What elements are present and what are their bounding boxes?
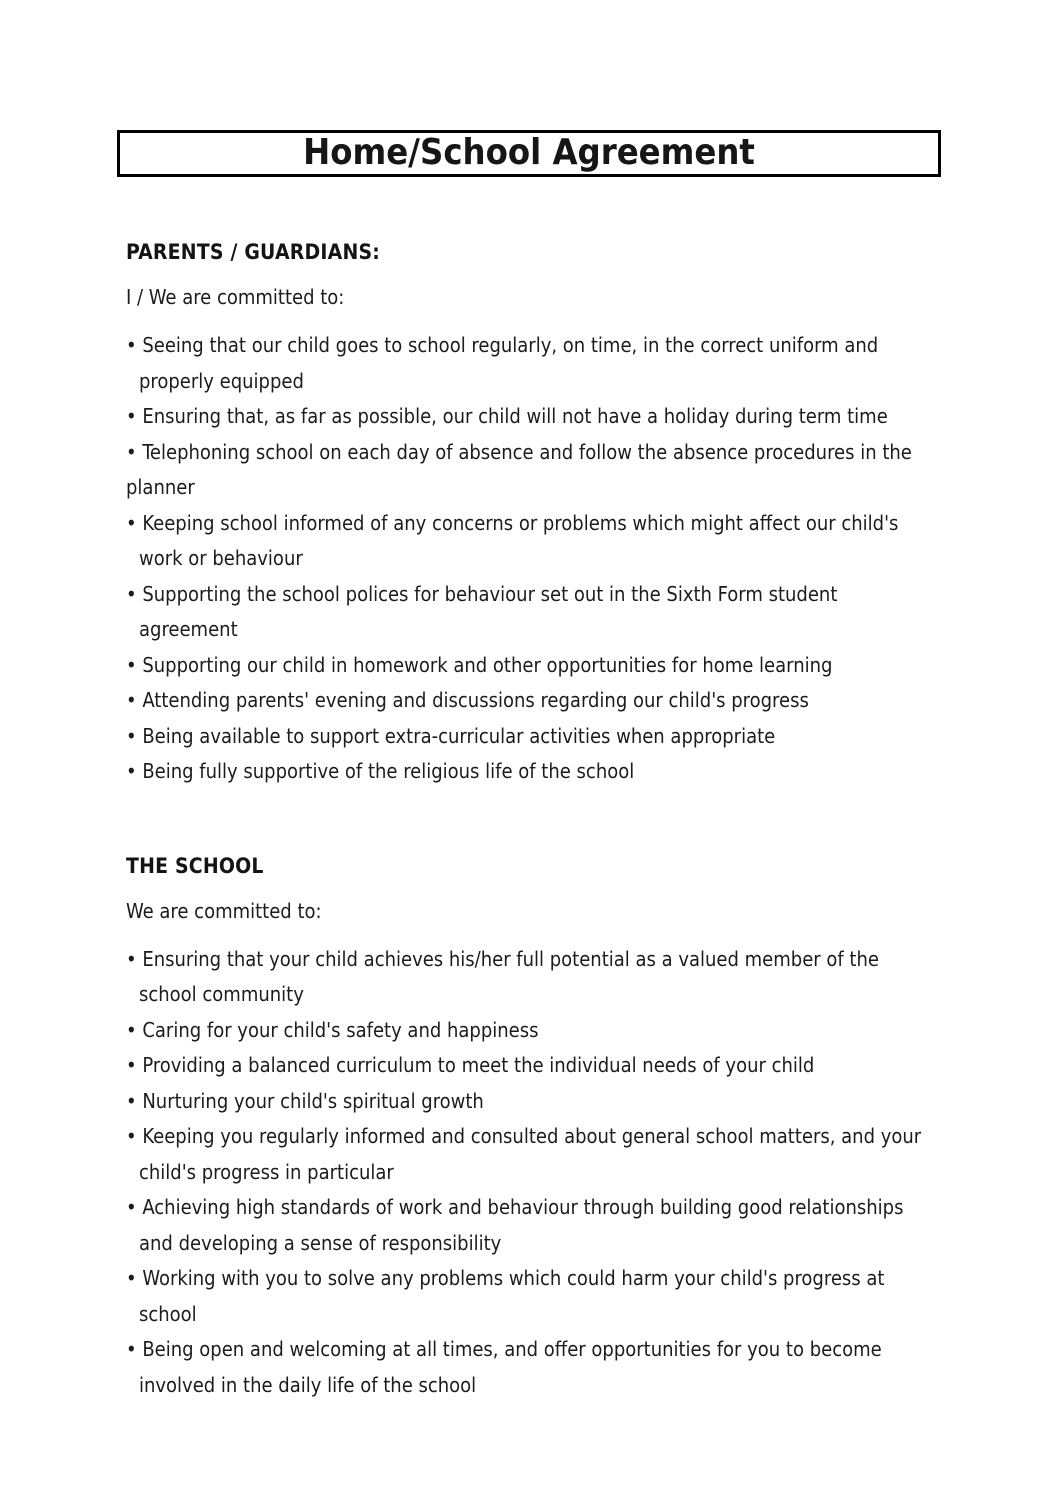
list-item: • Keeping you regularly informed and consulted about general school matters, and your child's progress in particular xyxy=(126,1124,922,1184)
section-heading-the-school: THE SCHOOL xyxy=(126,853,264,878)
section-heading-parents-guardians: PARENTS / GUARDIANS: xyxy=(126,240,381,264)
list-item: • Caring for your child's safety and happiness xyxy=(126,1017,539,1042)
list-item: • Telephoning school on each day of absence and follow the absence procedures in the planner xyxy=(126,439,912,500)
document-body xyxy=(126,240,938,1403)
page-title: Home/School Agreement xyxy=(303,131,755,173)
list-item: • Ensuring that, as far as possible, our child will not have a holiday during term time xyxy=(126,404,888,429)
list-item: • Supporting our child in homework and other opportunities for home learning xyxy=(126,652,833,677)
list-item: • Being open and welcoming at all times, and offer opportunities for you to become involved in the daily life of the school xyxy=(126,1337,882,1397)
section-the-school xyxy=(126,854,938,1404)
list-item: • Attending parents' evening and discussions regarding our child's progress xyxy=(126,688,809,713)
list-item: • Being fully supportive of the religious life of the school xyxy=(126,759,635,784)
list-item: • Working with you to solve any problems which could harm your child's progress at school xyxy=(126,1266,885,1326)
list-item: • Ensuring that your child achieves his/her full potential as a valued member of the school community xyxy=(126,946,879,1007)
list-item: • Achieving high standards of work and behaviour through building good relationships and developing a sense of responsibility xyxy=(126,1195,904,1255)
list-item: • Being available to support extra-curricular activities when appropriate xyxy=(126,723,776,748)
list-item: • Seeing that our child goes to school regularly, on time, in the correct uniform and properly equipped xyxy=(126,333,879,393)
commitment-list-the-school xyxy=(126,942,938,1404)
list-item: • Keeping school informed of any concerns or problems which might affect our child's work or behaviour xyxy=(126,510,899,571)
list-item: • Supporting the school polices for behaviour set out in the Sixth Form student agreement xyxy=(126,581,838,642)
list-item: • Providing a balanced curriculum to meet the individual needs of your child xyxy=(126,1053,815,1078)
section-lead-parents-guardians: I / We are committed to: xyxy=(126,285,345,310)
list-item: • Nurturing your child's spiritual growth xyxy=(126,1088,484,1113)
document-title-box xyxy=(117,130,941,177)
section-parents-guardians xyxy=(126,240,938,790)
section-lead-the-school: We are committed to: xyxy=(126,898,322,923)
commitment-list-parents-guardians xyxy=(126,328,938,790)
